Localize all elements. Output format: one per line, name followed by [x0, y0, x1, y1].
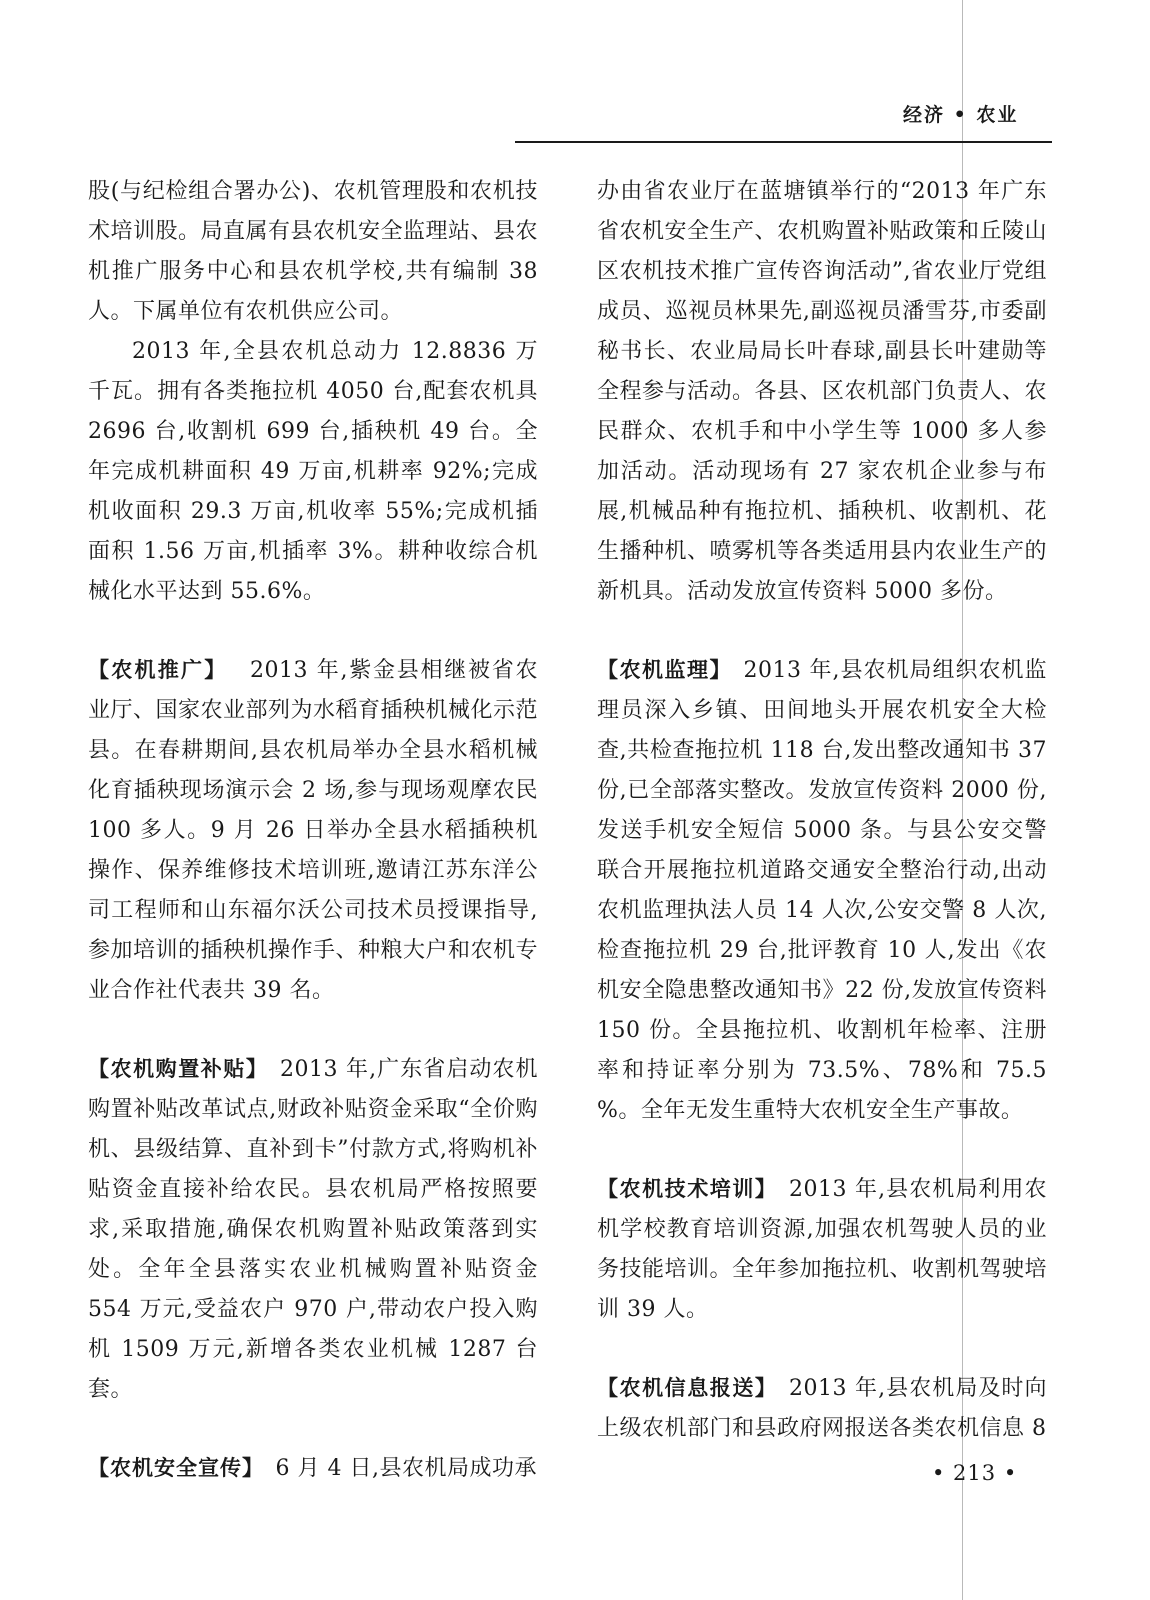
left-column — [88, 172, 538, 1489]
section-nongji-anquan-xuanchuan — [88, 1448, 538, 1489]
running-header: 经济 • 农业 — [903, 104, 1019, 126]
section-tag: 【农机安全宣传】 — [88, 1456, 264, 1480]
section-tag: 【农机购置补贴】 — [88, 1057, 269, 1081]
section-nongji-jishu-peixun — [597, 1169, 1047, 1330]
section-text: 2013 年,县农机局及时向上级农机部门和县政府网报送各类农机信息 8 — [597, 1376, 1047, 1441]
section-text: 2013 年,县农机局利用农机学校教育培训资源,加强农机驾驶人员的业务技能培训。全年参加拖拉机、收割机驾驶培训 39 人。 — [597, 1177, 1048, 1322]
section-text: 2013 年,广东省启动农机购置补贴改革试点,财政补贴资金采取“全价购机、县级结算、直补到卡”付款方式,将购机补贴资金直接补给农民。县农机局严格按照要求,采取措施,确保农机购置补贴政策落到实处。全年全县落实农业机械购置补贴资金 554 万元,受益农户 970 户,带动农户投入购机 1509 万元,新增各类农业机械 1287 台套。 — [88, 1057, 538, 1402]
section-nongji-gouzhi-butie — [88, 1049, 538, 1410]
section-nongji-jianli — [597, 650, 1047, 1131]
section-nongji-xinxi-baosong — [597, 1368, 1047, 1449]
paragraph: 2013 年,全县农机总动力 12.8836 万千瓦。拥有各类拖拉机 4050 台,配套农机具 2696 台,收割机 699 台,插秧机 49 台。全年完成机耕面积 49 万亩,机耕率 92%;完成机收面积 29.3 万亩,机收率 55%;完成机插面积 1.56 万亩,机插率 3%。耕种收综合机械化水平达到 55.6%。 — [88, 339, 538, 604]
right-column — [597, 172, 1047, 1449]
section-nongji-tuiguang — [88, 650, 538, 1011]
section-tag: 【农机信息报送】 — [597, 1376, 778, 1400]
section-text: 2013 年,紫金县相继被省农业厅、国家农业部列为水稻育插秧机械化示范县。在春耕期间,县农机局举办全县水稻机械化育插秧现场演示会 2 场,参与现场观摩农民 100 多人。9 月 26 日举办全县水稻插秧机操作、保养维修技术培训班,邀请江苏东洋公司工程师和山东福尔沃公司技术员授课指导,参加培训的插秧机操作手、种粮大户和农机专业合作社代表共 39 名。 — [88, 658, 539, 1003]
section-text: 2013 年,县农机局组织农机监理员深入乡镇、田间地头开展农机安全大检查,共检查拖拉机 118 台,发出整改通知书 37 份,已全部落实整改。发放宣传资料 2000 份,发送手机安全短信 5000 条。与县公安交警联合开展拖拉机道路交通安全整治行动,出动农机监理执法人员 14 人次,公安交警 8 人次,检查拖拉机 29 台,批评教育 10 人,发出《农机安全隐患整改通知书》22 份,发放宣传资料 150 份。全县拖拉机、收割机年检率、注册率和持证率分别为 73.5%、78%和 75.5 %。全年无发生重特大农机安全生产事故。 — [597, 658, 1048, 1123]
page-number: • 213 • — [932, 1461, 1018, 1485]
section-tag: 【农机推广】 — [88, 658, 228, 682]
section-text: 6 月 4 日,县农机局成功承 — [275, 1456, 537, 1481]
paragraph: 办由省农业厅在蓝塘镇举行的“2013 年广东省农机安全生产、农机购置补贴政策和丘陵山区农机技术推广宣传咨询活动”,省农业厅党组成员、巡视员林果先,副巡视员潘雪芬,市委副秘书长、农业局局长叶春球,副县长叶建勋等全程参与活动。各县、区农机部门负责人、农民群众、农机手和中小学生等 1000 多人参加活动。活动现场有 27 家农机企业参与布展,机械品种有拖拉机、插秧机、收割机、花生播种机、喷雾机等各类适用县内农业生产的新机具。活动发放宣传资料 5000 多份。 — [597, 179, 1048, 604]
header-rule — [515, 141, 1052, 143]
section-tag: 【农机监理】 — [597, 658, 733, 682]
paragraph: 股(与纪检组合署办公)、农机管理股和农机技术培训股。局直属有县农机安全监理站、县农机推广服务中心和县农机学校,共有编制 38 人。下属单位有农机供应公司。 — [88, 179, 539, 324]
section-tag: 【农机技术培训】 — [597, 1177, 778, 1201]
